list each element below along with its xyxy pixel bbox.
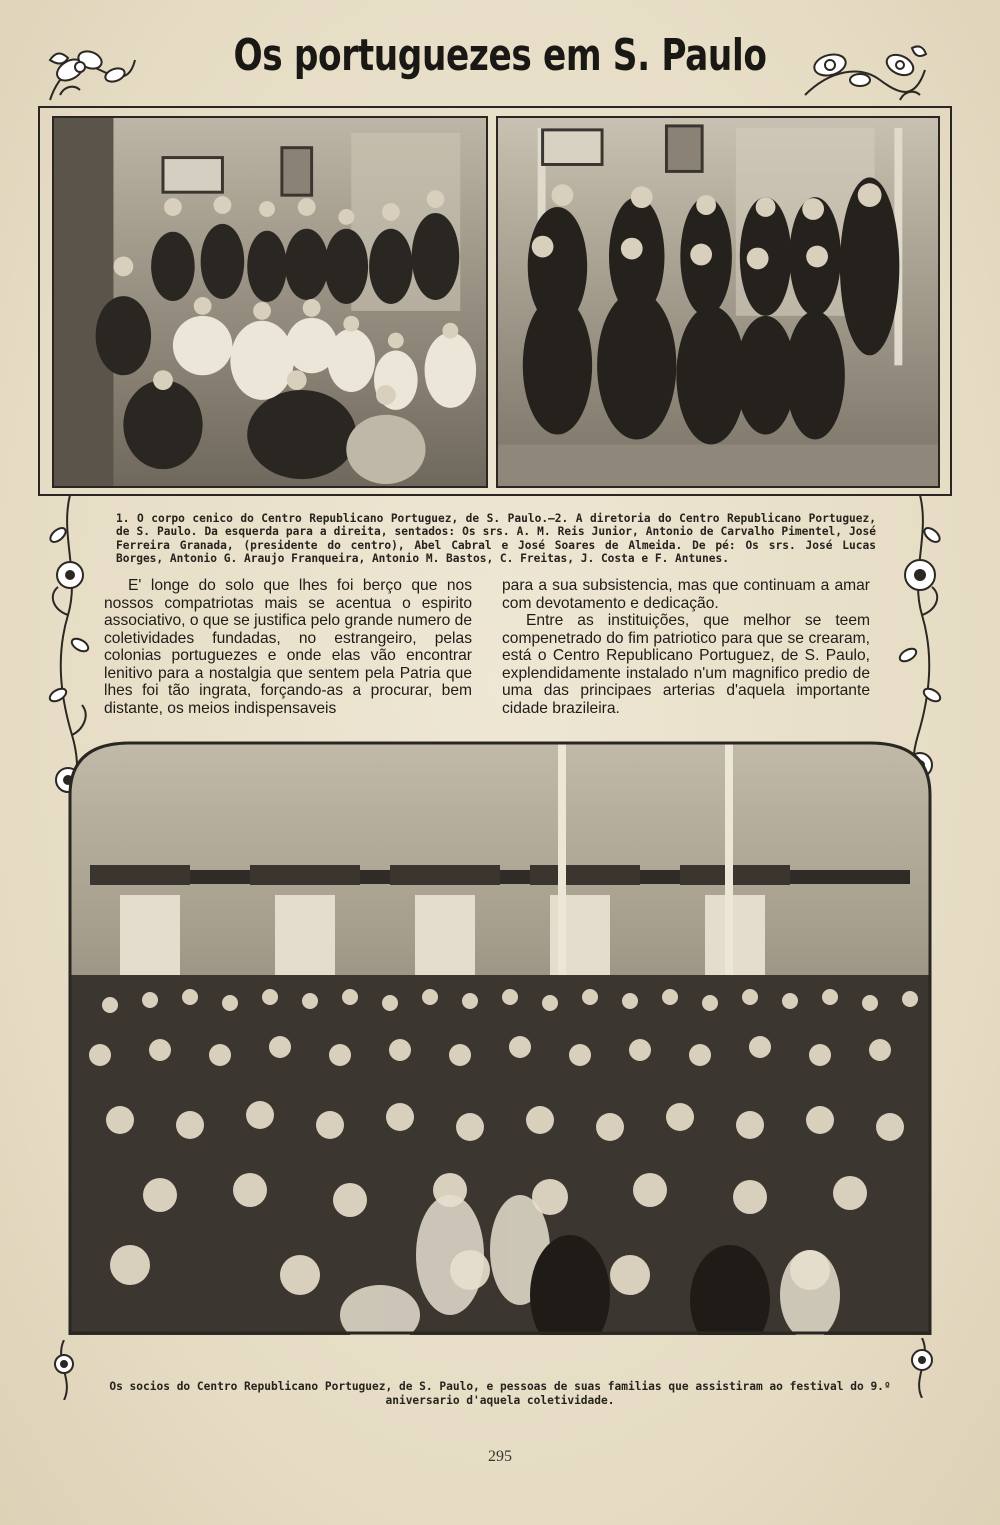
page-number: 295 [488,1448,512,1465]
floral-ornament-bottom-left-icon [44,1340,84,1400]
festival-photo-frame [50,735,950,1335]
top-photos-caption: 1. O corpo cenico do Centro Republicano Portuguez, de S. Paulo.—2. A diretoria do Centro Republicano Portuguez, de S. Paulo. Da esquerda para a direita, sentados: Os srs. A. M. Reis Junior, Antonio de Carvalho Pimentel, José Ferreira Granada, (presidente do centro), Abel Cabral e José Soares de Almeida. De pé: Os srs. José Lucas Borges, Antonio G. Araujo Franqueira, Antonio M. Bastos, C. Freitas, J. Costa e F. Antunes. [116,512,876,566]
page-title: Os portuguezes em S. Paulo [233,30,767,81]
article-column-right [502,577,870,717]
floral-ornament-top-right-icon [800,40,930,115]
festival-photo-caption: Os socios do Centro Republicano Portuguez, de S. Paulo, e pessoas de suas familias que assistiram ao festival do 9.º aniversario d'aquela coletividade. [109,1380,891,1407]
article-paragraph: Entre as instituições, que melhor se teem compenetrado do fim patriotico para que se crearam, está o Centro Republicano Portuguez, de S. Paulo, explendidamente instalado n'um magnifico predio de uma das principaes arterias d'aquela importante cidade brazileira. [502,612,870,717]
article-column-left [104,577,472,717]
photo-board-of-directors [496,116,940,488]
photo-theatre-group [52,116,488,488]
article-paragraph: para a sua subsistencia, mas que continuam a amar com devotamento e dedicação. [502,577,870,612]
article-paragraph: E' longe do solo que lhes foi berço que nos nossos compatriotas mais se acentua o espirito associativo, o que se justifica pelo grande numero de coletividades fundadas, no estrangeiro, pelas colonias portuguezes e onde elas vão encontrar lenitivo para a nostalgia que sentem pela Patria que lhes foi tão ingrata, forçando-as a procurar, bem distante, os meios indispensaveis [104,577,472,717]
floral-ornament-top-left-icon [40,40,140,110]
